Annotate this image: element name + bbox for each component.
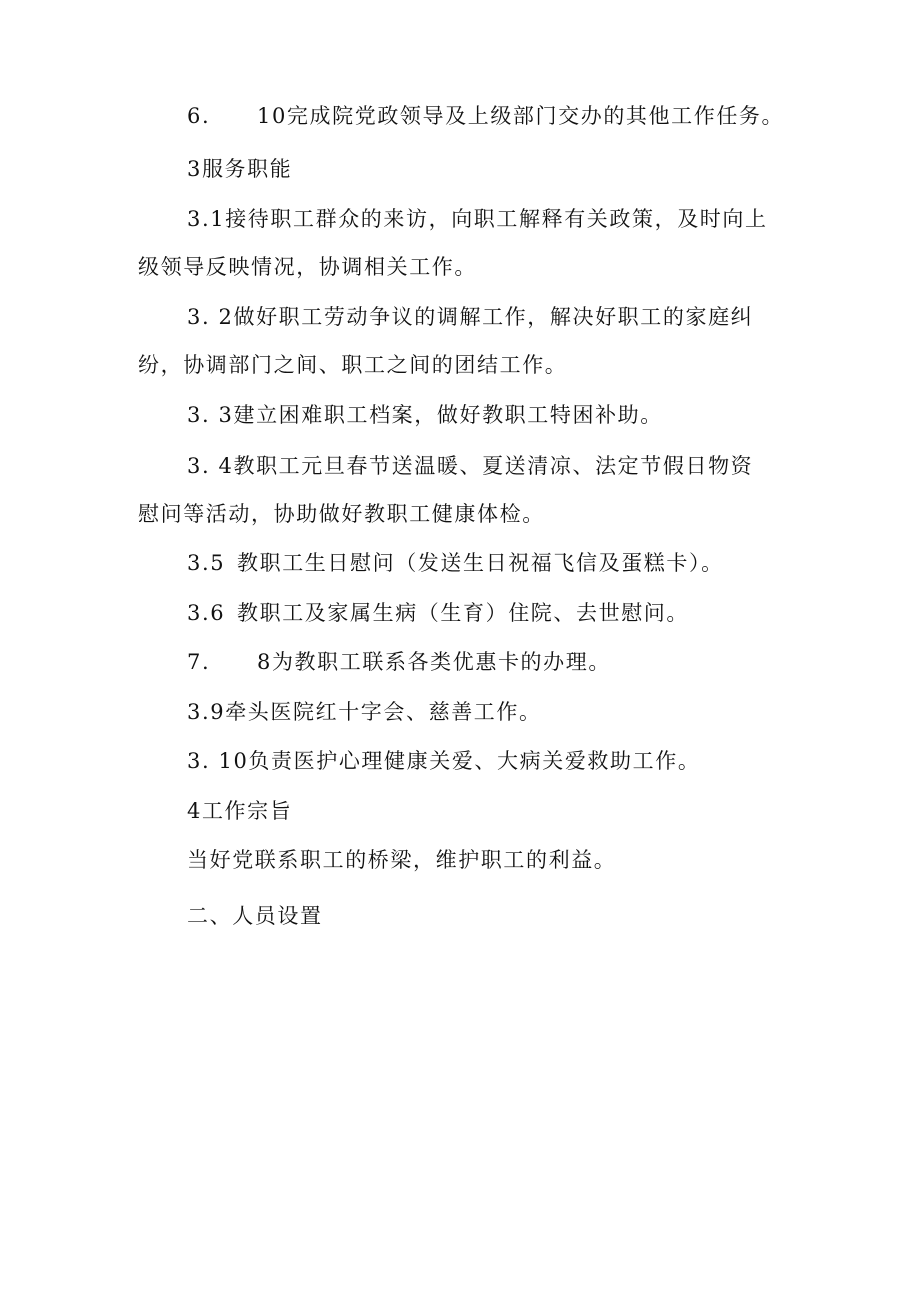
item-3-2-continuation: 纷，协调部门之间、职工之间的团结工作。 xyxy=(138,353,568,377)
item-3-3: 3. 3建立困难职工档案，做好教职工特困补助。 xyxy=(187,403,663,427)
item-number: 3.5 xyxy=(187,551,226,575)
item-3-4: 3. 4教职工元旦春节送温暖、夏送清凉、法定节假日物资 xyxy=(187,454,754,478)
item-7-8 xyxy=(187,647,611,677)
item-3-1: 3.1接待职工群众的来访，向职工解释有关政策，及时向上 xyxy=(187,207,768,231)
item-number: 3.6 xyxy=(187,601,226,625)
purpose-text: 当好党联系职工的桥梁，维护职工的利益。 xyxy=(187,848,617,872)
item-3-6 xyxy=(187,598,689,628)
item-6-10 xyxy=(187,101,784,131)
item-3-5 xyxy=(187,548,724,578)
item-number: 7. xyxy=(187,650,211,674)
item-3-1-continuation: 级领导反映情况，协调相关工作。 xyxy=(138,255,477,279)
item-3-9: 3.9牵头医院红十字会、慈善工作。 xyxy=(187,700,542,724)
section-heading-service: 3服务职能 xyxy=(187,157,293,181)
item-text: 教职工生日慰问（发送生日祝福飞信及蛋糕卡）。 xyxy=(237,551,724,575)
section-heading-staffing: 二、人员设置 xyxy=(187,904,323,928)
item-3-2: 3. 2做好职工劳动争议的调解工作，解决好职工的家庭纠 xyxy=(187,305,754,329)
section-heading-purpose: 4工作宗旨 xyxy=(187,799,293,823)
item-3-10: 3. 10负责医护心理健康关爱、大病关爱救助工作。 xyxy=(187,749,701,773)
item-3-4-continuation: 慰问等活动，协助做好教职工健康体检。 xyxy=(138,502,545,526)
item-text: 教职工及家属生病（生育）住院、去世慰问。 xyxy=(237,601,689,625)
item-number: 6. xyxy=(187,104,211,128)
item-text: 10完成院党政领导及上级部门交办的其他工作任务。 xyxy=(257,104,785,128)
item-text: 8为教职工联系各类优惠卡的办理。 xyxy=(257,650,611,674)
